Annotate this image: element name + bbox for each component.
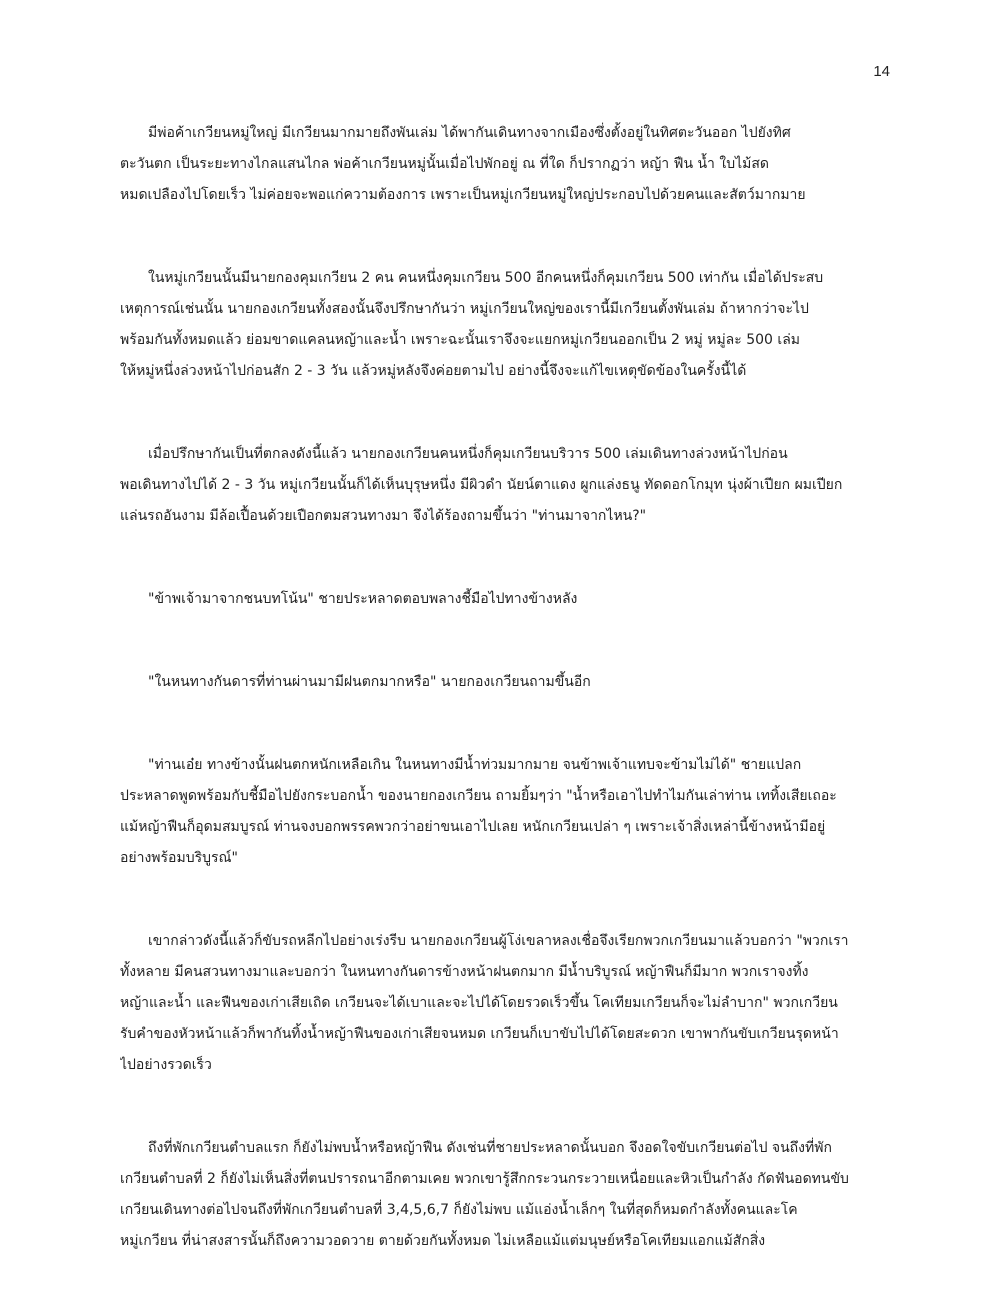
- text-line: พร้อมกันทั้งหมดแล้ว ย่อมขาดแคลนหญ้าและน้ำ เพราะฉะนั้นเราจึงจะแยกหมู่เกวียนออกเป็น 2 หมู่ หมู่ละ 500 เล่ม: [120, 332, 800, 348]
- text-line: หมดเปลืองไปโดยเร็ว ไม่ค่อยจะพอแก่ความต้องการ เพราะเป็นหมู่เกวียนหมู่ใหญ่ประกอบไปด้วยคนและสัตว์มากมาย: [120, 187, 806, 203]
- paragraph-1: [120, 118, 890, 211]
- text-line: หมู่เกวียน ที่น่าสงสารนั้นก็ถึงความวอดวาย ตายด้วยกันทั้งหมด ไม่เหลือแม้แต่มนุษย์หรือโคเทียมแอกแม้สักสิ่ง: [120, 1233, 766, 1249]
- text-line: ให้หมู่หนึ่งล่วงหน้าไปก่อนสัก 2 - 3 วัน แล้วหมู่หลังจึงค่อยตามไป อย่างนี้จึงจะแก้ไขเหตุขัดข้องในครั้งนี้ได้: [120, 363, 747, 379]
- paragraph-5: [120, 667, 890, 698]
- text-line: "ในหนทางกันดารที่ท่านผ่านมามีฝนตกมากหรือ" นายกองเกวียนถามขึ้นอีก: [148, 674, 591, 690]
- text-line: แล่นรถอันงาม มีล้อเปื้อนด้วยเปือกตมสวนทางมา จึงได้ร้องถามขึ้นว่า "ท่านมาจากไหน?": [120, 508, 647, 524]
- paragraph-gap: [120, 532, 890, 584]
- paragraph-6: [120, 750, 890, 874]
- text-line: อย่างพร้อมบริบูรณ์": [120, 850, 238, 866]
- document-body: [120, 118, 890, 1257]
- paragraph-7: [120, 926, 890, 1081]
- text-line: เมื่อปรึกษากันเป็นที่ตกลงดังนี้แล้ว นายกองเกวียนคนหนึ่งก็คุมเกวียนบริวาร 500 เล่มเดินทางล่วงหน้าไปก่อน: [148, 446, 788, 462]
- text-line: ประหลาดพูดพร้อมกับชี้มือไปยังกระบอกน้ำ ของนายกองเกวียน ถามยิ้มๆว่า "น้ำหรือเอาไปทำไมกันเล่าท่าน เททิ้งเสียเถอะ: [120, 788, 837, 804]
- paragraph-gap: [120, 874, 890, 926]
- text-line: มีพ่อค้าเกวียนหมู่ใหญ่ มีเกวียนมากมายถึงพันเล่ม ได้พากันเดินทางจากเมืองซึ่งตั้งอยู่ในทิศตะวันออก ไปยังทิศ: [148, 125, 791, 141]
- text-line: "ข้าพเจ้ามาจากชนบทโน้น" ชายประหลาดตอบพลางชี้มือไปทางข้างหลัง: [148, 591, 578, 607]
- text-line: "ท่านเอ๋ย ทางข้างนั้นฝนตกหนักเหลือเกิน ในหนทางมีน้ำท่วมมากมาย จนข้าพเจ้าแทบจะข้ามไม่ได้" ชายแปลก: [148, 757, 802, 773]
- paragraph-8: [120, 1133, 890, 1257]
- text-line: ทั้งหลาย มีคนสวนทางมาและบอกว่า ในหนทางกันดารข้างหน้าฝนตกมาก มีน้ำบริบูรณ์ หญ้าฟืนก็มีมาก พวกเราจงทิ้ง: [120, 964, 809, 980]
- paragraph-2: [120, 263, 890, 387]
- text-line: เขากล่าวดังนี้แล้วก็ขับรถหลีกไปอย่างเร่งรีบ นายกองเกวียนผู้โง่เขลาหลงเชื่อจึงเรียกพวกเกวียนมาแล้วบอกว่า "พวกเรา: [148, 933, 849, 949]
- text-line: ในหมู่เกวียนนั้นมีนายกองคุมเกวียน 2 คน คนหนึ่งคุมเกวียน 500 อีกคนหนึ่งก็คุมเกวียน 500 เท่ากัน เมื่อได้ประสบ: [148, 270, 824, 286]
- page-number: 14: [873, 63, 890, 80]
- paragraph-gap: [120, 387, 890, 439]
- text-line: เกวียนตำบลที่ 2 ก็ยังไม่เห็นสิ่งที่ตนปรารถนาอีกตามเคย พวกเขารู้สึกกระวนกระวายเหนื่อยและหิวเป็นกำลัง กัดฟันอดทนขับ: [120, 1171, 849, 1187]
- text-line: ไปอย่างรวดเร็ว: [120, 1057, 212, 1073]
- paragraph-gap: [120, 211, 890, 263]
- text-line: ถึงที่พักเกวียนตำบลแรก ก็ยังไม่พบน้ำหรือหญ้าฟืน ดังเช่นที่ชายประหลาดนั้นบอก จึงอดใจขับเกวียนต่อไป จนถึงที่พัก: [148, 1140, 832, 1156]
- text-line: ตะวันตก เป็นระยะทางไกลแสนไกล พ่อค้าเกวียนหมู่นั้นเมื่อไปพักอยู่ ณ ที่ใด ก็ปรากฏว่า หญ้า ฟืน น้ำ ใบไม้สด: [120, 156, 769, 172]
- paragraph-gap: [120, 615, 890, 667]
- paragraph-gap: [120, 1081, 890, 1133]
- text-line: แม้หญ้าฟืนก็อุดมสมบูรณ์ ท่านจงบอกพรรคพวกว่าอย่าขนเอาไปเลย หนักเกวียนเปล่า ๆ เพราะเจ้าสิ่งเหล่านี้ข้างหน้ามีอยู่: [120, 819, 826, 835]
- text-line: หญ้าและน้ำ และฟืนของเก่าเสียเถิด เกวียนจะได้เบาและจะไปได้โดยรวดเร็วขึ้น โคเทียมเกวียนก็จะไม่ลำบาก" พวกเกวียน: [120, 995, 838, 1011]
- text-line: รับคำของหัวหน้าแล้วก็พากันทิ้งน้ำหญ้าฟืนของเก่าเสียจนหมด เกวียนก็เบาขับไปได้โดยสะดวก เขาพากันขับเกวียนรุดหน้า: [120, 1026, 839, 1042]
- paragraph-4: [120, 584, 890, 615]
- text-line: เหตุการณ์เช่นนั้น นายกองเกวียนทั้งสองนั้นจึงปรึกษากันว่า หมู่เกวียนใหญ่ของเรานี้มีเกวียนตั้งพันเล่ม ถ้าหากว่าจะไป: [120, 301, 809, 317]
- paragraph-gap: [120, 698, 890, 750]
- text-line: เกวียนเดินทางต่อไปจนถึงที่พักเกวียนตำบลที่ 3,4,5,6,7 ก็ยังไม่พบ แม้แอ่งน้ำเล็กๆ ในที่สุดก็หมดกำลังทั้งคนและโค: [120, 1202, 798, 1218]
- text-line: พอเดินทางไปได้ 2 - 3 วัน หมู่เกวียนนั้นก็ได้เห็นบุรุษหนึ่ง มีผิวดำ นัยน์ตาแดง ผูกแล่งธนู ทัดดอกโกมุท นุ่งผ้าเปียก ผมเปียก: [120, 477, 843, 493]
- paragraph-3: [120, 439, 890, 532]
